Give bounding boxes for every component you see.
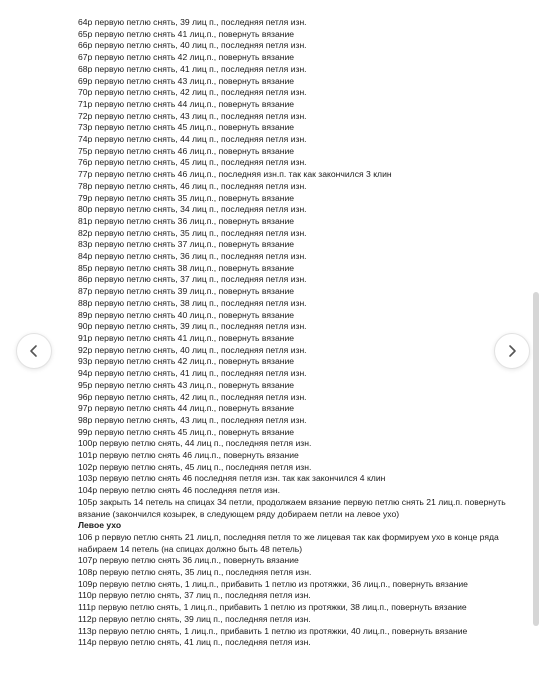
text-line: 99р первую петлю снять 45 лиц.п., повернуть вязание — [78, 426, 295, 437]
text-line: 81р первую петлю снять 36 лиц.п., повернуть вязание — [78, 215, 295, 226]
text-line: 105р закрыть 14 петель на спицах 34 петли, продолжаем вязание первую петлю снять 21 лиц.п. повернуть вязание (закончился козырек, в следующем ряду добираем петли на левое ухо) — [78, 496, 506, 519]
text-line: 114р первую петлю снять, 41 лиц п., последняя петля изн. — [78, 637, 311, 648]
text-line: 64р первую петлю снять, 39 лиц п., последняя петля изн. — [78, 17, 307, 27]
text-line: 76р первую петлю снять, 45 лиц п., последняя петля изн. — [78, 157, 307, 168]
text-line: 96р первую петлю снять, 42 лиц п., последняя петля изн. — [78, 391, 307, 402]
text-line: 107р первую петлю снять 36 лиц.п., повернуть вязание — [78, 555, 299, 566]
text-line: 92р первую петлю снять, 40 лиц п., последняя петля изн. — [78, 344, 307, 355]
text-line: 77р первую петлю снять 46 лиц.п., последняя изн.п. так как закончился 3 клин — [78, 169, 392, 180]
text-line: 97р первую петлю снять 44 лиц.п., повернуть вязание — [78, 403, 295, 414]
previous-image-button[interactable] — [16, 333, 52, 369]
text-line: 74р первую петлю снять, 44 лиц п., последняя петля изн. — [78, 134, 307, 145]
text-line: 86р первую петлю снять, 37 лиц п., последняя петля изн. — [78, 274, 307, 285]
text-line: 67р первую петлю снять 42 лиц.п., повернуть вязание — [78, 52, 295, 63]
text-line: 68р первую петлю снять, 41 лиц п., последняя петля изн. — [78, 63, 307, 74]
text-line: 90р первую петлю снять, 39 лиц п., последняя петля изн. — [78, 321, 307, 332]
text-line: 87р первую петлю снять 39 лиц.п., повернуть вязание — [78, 286, 295, 297]
text-line: 100р первую петлю снять, 44 лиц п., последняя петля изн. — [78, 438, 312, 449]
text-line: 80р первую петлю снять, 34 лиц п., последняя петля изн. — [78, 204, 307, 215]
next-image-button[interactable] — [494, 333, 530, 369]
text-line: 101р первую петлю снять 46 лиц.п., повернуть вязание — [78, 450, 299, 461]
text-line: 71р первую петлю снять 44 лиц.п., повернуть вязание — [78, 98, 295, 109]
text-line: 113р первую петлю снять, 1 лиц.п., прибавить 1 петлю из протяжки, 40 лиц.п., повернуть вязание — [78, 625, 468, 636]
text-line: 85р первую петлю снять 38 лиц.п., повернуть вязание — [78, 262, 295, 273]
text-line: 110р первую петлю снять, 37 лиц п., последняя петля изн. — [78, 590, 311, 601]
text-line: 83р первую петлю снять 37 лиц.п., повернуть вязание — [78, 239, 295, 250]
text-line: 73р первую петлю снять 45 лиц.п., повернуть вязание — [78, 122, 295, 133]
text-line: 84р первую петлю снять, 36 лиц п., последняя петля изн. — [78, 251, 307, 262]
text-line: 94р первую петлю снять, 41 лиц п., последняя петля изн. — [78, 368, 307, 379]
chevron-right-icon — [505, 344, 519, 358]
text-line: 78р первую петлю снять, 46 лиц п., последняя петля изн. — [78, 180, 307, 191]
text-line: 82р первую петлю снять, 35 лиц п., последняя петля изн. — [78, 227, 307, 238]
text-line: 88р первую петлю снять, 38 лиц п., последняя петля изн. — [78, 297, 307, 308]
text-line: 112р первую петлю снять, 39 лиц п., последняя петля изн. — [78, 613, 311, 624]
text-line: 72р первую петлю снять, 43 лиц п., последняя петля изн. — [78, 110, 307, 121]
text-line: 66р первую петлю снять, 40 лиц п., последняя петля изн. — [78, 40, 307, 51]
text-line: 109р первую петлю снять, 1 лиц.п., прибавить 1 петлю из протяжки, 36 лиц.п., повернуть вязание — [78, 578, 468, 589]
chevron-left-icon — [27, 344, 41, 358]
text-line: 103р первую петлю снять 46 последняя петля изн. так как закончился 4 клин — [78, 473, 386, 484]
text-line: 106 р первую петлю снять 21 лиц.п, последняя петля то же лицевая так как формируем ухо в конце ряда набираем 14 петель (на спицах должно быть 48 петель) — [78, 531, 499, 554]
text-line: 98р первую петлю снять, 43 лиц п., последняя петля изн. — [78, 414, 307, 425]
text-line: 108р первую петлю снять, 35 лиц п., последняя петля изн. — [78, 567, 312, 578]
text-line: 75р первую петлю снять 46 лиц.п., повернуть вязание — [78, 145, 295, 156]
text-line: 79р первую петлю снять 35 лиц.п., повернуть вязание — [78, 192, 295, 203]
text-line: 95р первую петлю снять 43 лиц.п., повернуть вязание — [78, 379, 295, 390]
document-text — [78, 17, 518, 649]
text-line: 102р первую петлю снять, 45 лиц п., последняя петля изн. — [78, 461, 312, 472]
section-heading: Левое ухо — [78, 520, 122, 531]
text-line: 70р первую петлю снять, 42 лиц п., последняя петля изн. — [78, 87, 307, 98]
text-line: 104р первую петлю снять 46 последняя петля изн. — [78, 485, 281, 496]
text-line: 89р первую петлю снять 40 лиц.п., повернуть вязание — [78, 309, 295, 320]
text-line: 91р первую петлю снять 41 лиц.п., повернуть вязание — [78, 332, 295, 343]
text-line: 65р первую петлю снять 41 лиц.п., повернуть вязание — [78, 28, 295, 39]
scrollbar[interactable] — [533, 292, 539, 626]
text-line: 69р первую петлю снять 43 лиц.п., повернуть вязание — [78, 75, 295, 86]
text-line: 111р первую петлю снять, 1 лиц.п., прибавить 1 петлю из протяжки, 38 лиц.п., повернуть вязание — [78, 602, 467, 613]
text-line: 93р первую петлю снять 42 лиц.п., повернуть вязание — [78, 356, 295, 367]
